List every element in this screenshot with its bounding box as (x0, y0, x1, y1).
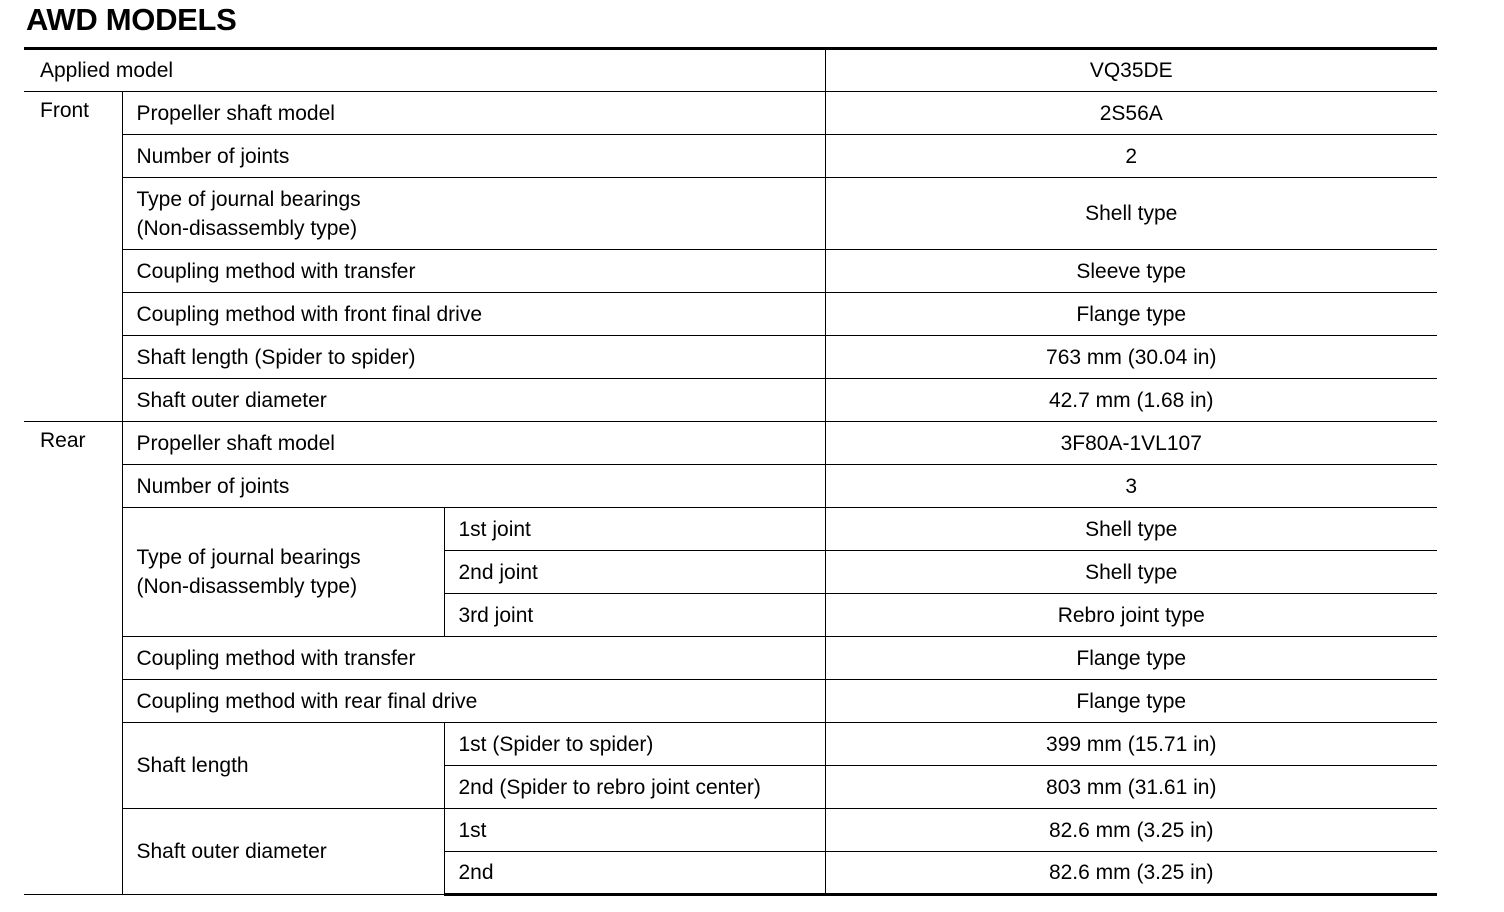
rear-coupling-transfer-value: Flange type (825, 637, 1437, 680)
row-front-coupling-transfer (24, 250, 1437, 293)
front-coupling-transfer-value: Sleeve type (825, 250, 1437, 293)
rear-shaft-length-label: Shaft length (122, 723, 444, 809)
rear-journal-bearings-label-line2: (Non-disassembly type) (136, 575, 358, 598)
rear-number-of-joints-value: 3 (825, 465, 1437, 508)
row-front-shaft-length (24, 336, 1437, 379)
rear-shaft-length-sub-1: 1st (Spider to spider) (444, 723, 825, 766)
row-front-number-of-joints (24, 135, 1437, 178)
row-applied-model (24, 49, 1437, 92)
applied-model-label: Applied model (24, 49, 825, 92)
rear-propeller-shaft-model-label: Propeller shaft model (122, 422, 825, 465)
front-coupling-final-drive-label: Coupling method with front final drive (122, 293, 825, 336)
row-rear-coupling-final-drive (24, 680, 1437, 723)
applied-model-value: VQ35DE (825, 49, 1437, 92)
front-shaft-length-label: Shaft length (Spider to spider) (122, 336, 825, 379)
front-journal-bearings-label (122, 178, 825, 250)
rear-group-label: Rear (24, 422, 122, 895)
front-coupling-final-drive-value: Flange type (825, 293, 1437, 336)
front-shaft-outer-diameter-label: Shaft outer diameter (122, 379, 825, 422)
front-journal-bearings-value: Shell type (825, 178, 1437, 250)
front-propeller-shaft-model-value: 2S56A (825, 92, 1437, 135)
rear-journal-bearings-sub-3: 3rd joint (444, 594, 825, 637)
front-shaft-outer-diameter-value: 42.7 mm (1.68 in) (825, 379, 1437, 422)
row-rear-shaft-outer-diameter-1 (24, 809, 1437, 852)
rear-journal-bearings-value-3: Rebro joint type (825, 594, 1437, 637)
rear-journal-bearings-value-1: Shell type (825, 508, 1437, 551)
rear-shaft-outer-diameter-value-1: 82.6 mm (3.25 in) (825, 809, 1437, 852)
rear-journal-bearings-label (122, 508, 444, 637)
rear-shaft-length-value-2: 803 mm (31.61 in) (825, 766, 1437, 809)
rear-shaft-length-sub-2: 2nd (Spider to rebro joint center) (444, 766, 825, 809)
rear-journal-bearings-sub-1: 1st joint (444, 508, 825, 551)
front-journal-bearings-label-line2: (Non-disassembly type) (136, 216, 358, 240)
rear-journal-bearings-sub-2: 2nd joint (444, 551, 825, 594)
rear-journal-bearings-value-2: Shell type (825, 551, 1437, 594)
rear-coupling-final-drive-label: Coupling method with rear final drive (122, 680, 825, 723)
awd-spec-table (24, 47, 1437, 896)
rear-shaft-outer-diameter-label: Shaft outer diameter (122, 809, 444, 895)
row-rear-number-of-joints (24, 465, 1437, 508)
rear-number-of-joints-label: Number of joints (122, 465, 825, 508)
row-front-journal-bearings (24, 178, 1437, 250)
row-front-shaft-outer-diameter (24, 379, 1437, 422)
rear-journal-bearings-label-line1: Type of journal bearings (136, 546, 361, 569)
front-propeller-shaft-model-label: Propeller shaft model (122, 92, 825, 135)
row-rear-shaft-length-1 (24, 723, 1437, 766)
rear-propeller-shaft-model-value: 3F80A-1VL107 (825, 422, 1437, 465)
rear-shaft-length-value-1: 399 mm (15.71 in) (825, 723, 1437, 766)
rear-shaft-outer-diameter-value-2: 82.6 mm (3.25 in) (825, 852, 1437, 895)
rear-coupling-final-drive-value: Flange type (825, 680, 1437, 723)
front-number-of-joints-label: Number of joints (122, 135, 825, 178)
rear-coupling-transfer-label: Coupling method with transfer (122, 637, 825, 680)
front-group-label: Front (24, 92, 122, 422)
front-journal-bearings-label-line1: Type of journal bearings (136, 187, 361, 211)
row-rear-coupling-transfer (24, 637, 1437, 680)
section-heading: AWD MODELS (26, 2, 237, 37)
front-coupling-transfer-label: Coupling method with transfer (122, 250, 825, 293)
rear-shaft-outer-diameter-sub-2: 2nd (444, 852, 825, 895)
row-front-coupling-final-drive (24, 293, 1437, 336)
row-rear-journal-bearings-1 (24, 508, 1437, 551)
rear-shaft-outer-diameter-sub-1: 1st (444, 809, 825, 852)
front-shaft-length-value: 763 mm (30.04 in) (825, 336, 1437, 379)
row-front-propeller-shaft-model (24, 92, 1437, 135)
front-number-of-joints-value: 2 (825, 135, 1437, 178)
row-rear-propeller-shaft-model (24, 422, 1437, 465)
